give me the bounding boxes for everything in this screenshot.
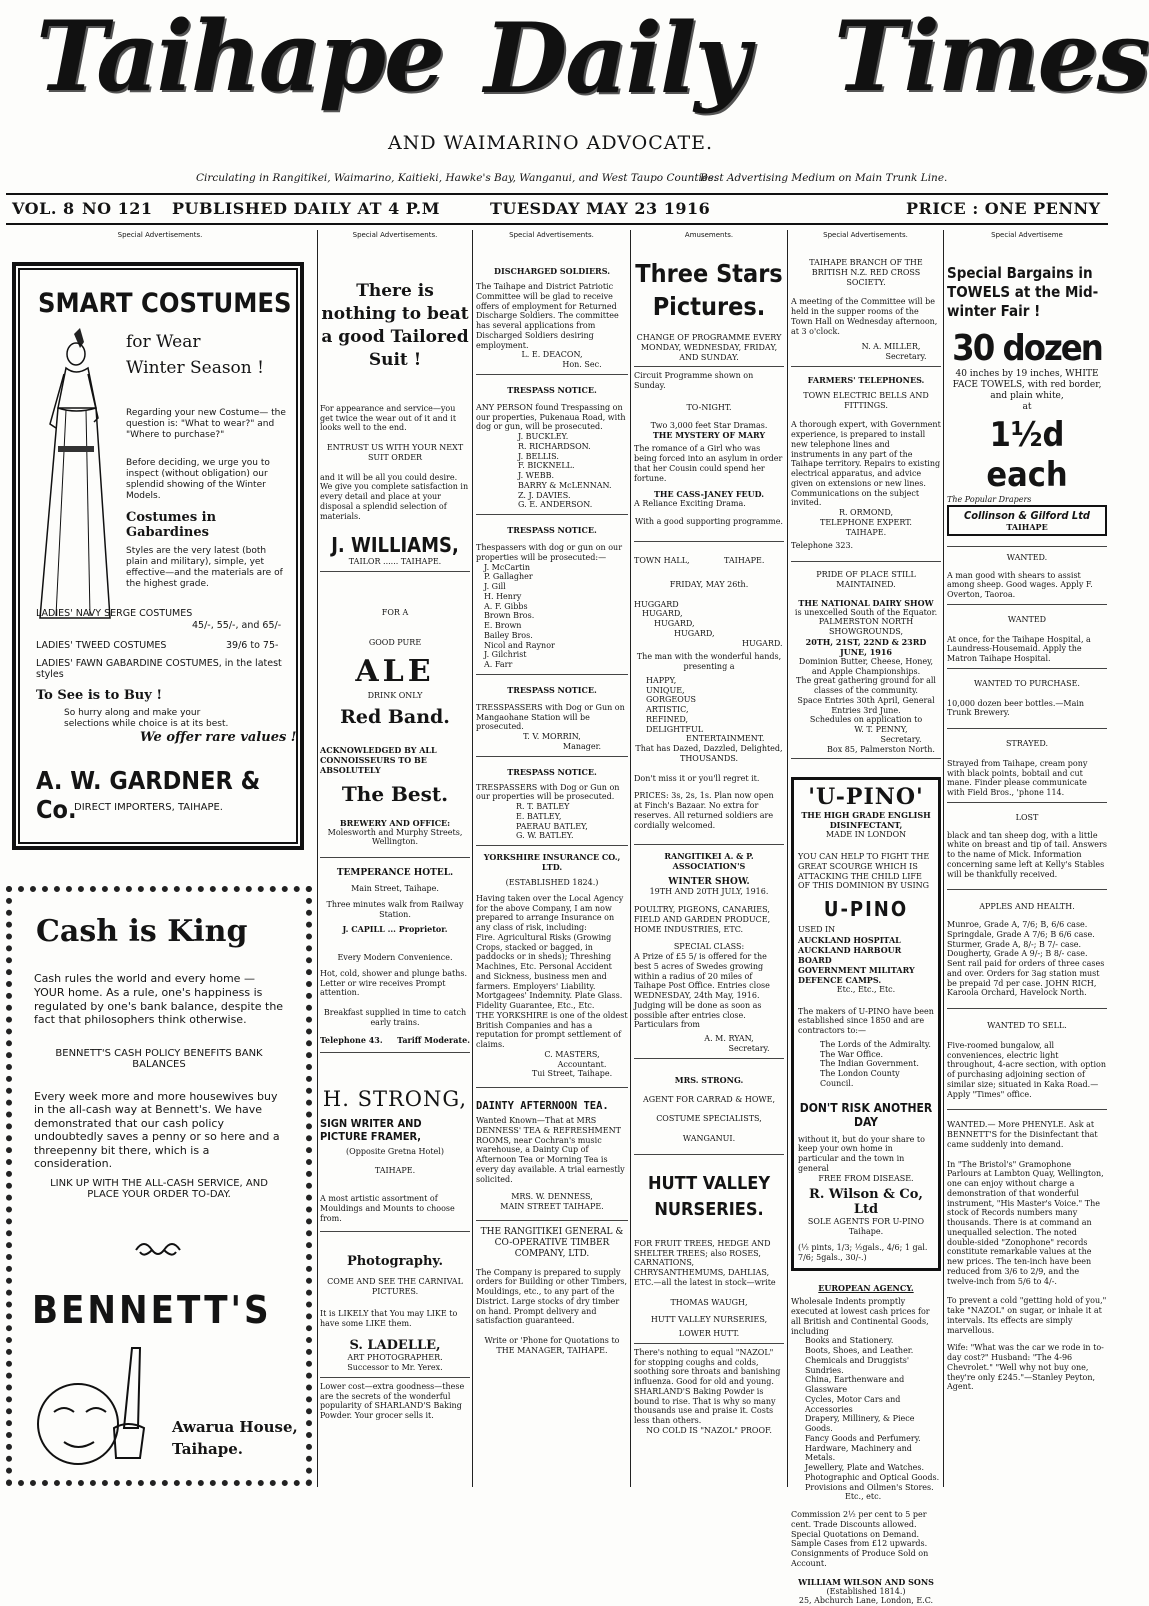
film-text: A Reliance Exciting Drama. bbox=[634, 499, 746, 509]
telephones-signature: TAIHAPE. bbox=[845, 527, 887, 537]
ad-subheading: Winter Season ! bbox=[126, 358, 264, 378]
contractor: The London County Council. bbox=[820, 1069, 900, 1088]
huggard-list bbox=[634, 600, 784, 649]
column-2 bbox=[320, 244, 470, 1421]
tailor-name: J. WILLIAMS, bbox=[331, 533, 459, 558]
ale-ad-line: GOOD PURE bbox=[368, 637, 422, 647]
ad-slogan: To See is to Buy ! bbox=[36, 688, 163, 703]
thirty-dozen: 30 dozen bbox=[952, 328, 1102, 370]
hotel-line: Breakfast supplied in time to catch early trains. bbox=[323, 1008, 467, 1027]
ad-paragraph: and it will be all you could desire. We give you complete satisfaction in every detail and place at your disposal a splendid selection of materials. bbox=[320, 472, 469, 521]
signatory: PAERAU BATLEY, bbox=[516, 821, 588, 831]
signatory: J. Gill bbox=[484, 582, 506, 591]
signatory: G. W. BATLEY. bbox=[516, 831, 574, 841]
show-date: FRIDAY, MAY 26th. bbox=[669, 579, 749, 589]
signatory: G. E. ANDERSON. bbox=[518, 500, 593, 510]
agency-good: Drapery, Millinery, & Piece Goods. bbox=[805, 1414, 915, 1433]
tea-text: Wanted Known—That at MRS DENNESS' TEA & REFRESHMENT ROOMS, near Cochran's music warehouse, a Dainty Cup of Afternoon Tea or Morning Tea is every day available. A trial earnestly solicited. bbox=[476, 1116, 625, 1184]
collinson-gilford-town: TAIHAPE bbox=[1006, 521, 1048, 532]
timber-line: THE MANAGER, TAIHAPE. bbox=[496, 1345, 608, 1355]
red-cross-signature: N. A. MILLER, bbox=[861, 342, 921, 352]
ale-ad-line: DRINK ONLY bbox=[367, 690, 423, 700]
signatory: Nicol and Raynor bbox=[484, 640, 555, 650]
dairy-show-line: 20TH, 21ST, 22ND & 23RD JUNE, 1916 bbox=[805, 636, 927, 657]
nazol-ad: There's nothing to equal "NAZOL" for stopping coughs and colds, soothing sore throats and banishing influenza. Good for old and young. SHARLAND'S Baking Powder is bound to rise. That is why so many thousands use and praise it. Costs less than others. bbox=[634, 1347, 781, 1426]
huggard-text: Don't miss it or you'll regret it. bbox=[634, 773, 760, 783]
show-line: POULTRY, PIGEONS, CANARIES, FIELD AND GARDEN PRODUCE, HOME INDUSTRIES, ETC. bbox=[634, 905, 771, 934]
show-signature: A. M. RYAN, bbox=[704, 1034, 754, 1043]
photo-line: It is LIKELY that You may LIKE to have some LIKE them. bbox=[320, 1308, 458, 1328]
huggard-line: HUGARD. bbox=[742, 638, 783, 648]
ad-address: Taihape. bbox=[172, 1440, 244, 1458]
u-pino-user: AUCKLAND HARBOUR BOARD bbox=[798, 944, 902, 965]
wanted-heading: WANTED TO PURCHASE. bbox=[974, 678, 1080, 688]
gardner-costumes-ad bbox=[12, 262, 304, 850]
ad-paragraph: Cash rules the world and every home —YOUR home. As a rule, one's happiness is regulated by one's bank balance, despite the fact that philosophers think otherwise. bbox=[34, 972, 284, 1027]
column-rule bbox=[317, 230, 318, 1487]
telephones-line: TOWN ELECTRIC BELLS AND FITTINGS. bbox=[803, 390, 929, 410]
phenyle-ad: WANTED.— More PHENYLE. Ask at BENNETT'S for the Disinfectant that came suddenly into demand. bbox=[947, 1120, 1098, 1149]
signatory: A. F. Gibbs bbox=[484, 601, 528, 611]
dairy-show-heading: THE NATIONAL DAIRY SHOW bbox=[798, 597, 934, 608]
signatories-list-2 bbox=[476, 563, 628, 670]
signatory: J. BUCKLEY. bbox=[518, 432, 569, 441]
signatory: J. BELLIS. bbox=[518, 451, 559, 461]
signatory: R. T. BATLEY bbox=[516, 802, 570, 811]
column-rule bbox=[630, 230, 631, 1487]
show-line: SPECIAL CLASS: bbox=[673, 942, 745, 952]
insurance-text: Having taken over the Local Agency for the above Company, I am now prepared to arrange Insurance on any class of risk, including: bbox=[476, 893, 624, 932]
agency-good: Hardware, Machinery and Metals. bbox=[805, 1443, 912, 1463]
agency-good: Photographic and Optical Goods. bbox=[805, 1472, 940, 1482]
wanted-heading: WANTED. bbox=[1006, 552, 1048, 562]
published-line: PUBLISHED DAILY AT 4 P.M bbox=[172, 199, 440, 218]
red-band-heading: Red Band. bbox=[340, 706, 450, 729]
ad-subheading: for Wear bbox=[126, 332, 201, 352]
hutt-valley-heading: HUTT VALLEY NURSERIES. bbox=[647, 1172, 771, 1220]
notice-text: The Taihape and District Patriotic Committee will be glad to receive offers of employment for Returned Discharge Soldiers. The committee has several applications from Discharged Soldiers desiring employment. bbox=[476, 282, 619, 350]
drapers-tag: The Popular Drapers bbox=[947, 495, 1032, 505]
ad-paragraph: So hurry along and make your selections while choice is at its best. bbox=[64, 708, 229, 729]
ale-ad-line: ACKNOWLEDGED BY ALL CONNOISSEURS TO BE ABSOLUTELY bbox=[320, 745, 437, 775]
agency-good: Boots, Shoes, and Leather. bbox=[805, 1346, 914, 1355]
u-pino-user: GOVERNMENT MILITARY DEFENCE CAMPS. bbox=[798, 964, 915, 985]
u-pino-name: U-PINO bbox=[823, 897, 909, 921]
ad-paragraph: LINK UP WITH THE ALL-CASH SERVICE, AND PLACE YOUR ORDER TO-DAY. bbox=[50, 1178, 268, 1200]
brewery-address: Molesworth and Murphy Streets, Wellington. bbox=[327, 827, 463, 847]
firm-tagline: DIRECT IMPORTERS, TAIHAPE. bbox=[74, 802, 223, 813]
timber-text: The Company is prepared to supply orders for Building or other Timbers, Mouldings, etc., to any part of the District. Large stocks of dry timber on hand. Prompt delivery and satisfaction guaranteed. bbox=[476, 1267, 628, 1326]
agency-text: Wholesale Indents promptly executed at lowest cash prices for all British and Continental Goods, including bbox=[791, 1297, 930, 1336]
agency-good: Chemicals and Druggists' Sundries. bbox=[805, 1355, 910, 1375]
telephones-text: Communications on the subject invited. bbox=[791, 488, 920, 508]
column-header: Special Advertisements. bbox=[509, 231, 594, 239]
notice-signature: T. V. MORRIN, bbox=[523, 732, 581, 741]
insurance-signature: C. MASTERS, bbox=[544, 1049, 600, 1059]
dairy-show-line: PRIDE OF PLACE STILL MAINTAINED. bbox=[816, 570, 916, 589]
u-pino-contractors bbox=[798, 1040, 934, 1089]
hotel-line: Every Modern Convenience. bbox=[337, 953, 453, 962]
dairy-show-signature: Box 85, Palmerston North. bbox=[827, 744, 935, 754]
ad-paragraph: Styles are the very latest (both plain and military), simple, yet effective—and the materials are of the highest grade. bbox=[126, 546, 283, 589]
pointing-man-illustration bbox=[24, 1332, 154, 1472]
masthead-circulation: Circulating in Rangitikei, Waimarino, Kaitieki, Hawke's Bay, Wanganui, and West Taupo Counties. bbox=[196, 172, 717, 184]
telephones-heading: FARMERS' TELEPHONES. bbox=[807, 374, 925, 385]
nursery-text: FOR FRUIT TREES, HEDGE AND SHELTER TREES; also ROSES, CARNATIONS, CHRYSANTHEMUMS, DAHLIAS, ETC.—all the latest in stock—write bbox=[634, 1238, 776, 1287]
masthead-best-medium: Best Advertising Medium on Main Trunk Line. bbox=[700, 172, 948, 184]
signatory: Brown Bros. bbox=[484, 611, 535, 621]
vol-number: VOL. 8 bbox=[12, 199, 75, 218]
ad-slogan: We offer rare values ! bbox=[140, 730, 297, 745]
strong-trade: SIGN WRITER AND PICTURE FRAMER, bbox=[320, 1116, 422, 1143]
strong-line: (Opposite Gretna Hotel) bbox=[346, 1146, 444, 1156]
signatories-list-1 bbox=[476, 432, 628, 510]
huggard-line: HUGARD, bbox=[642, 609, 683, 619]
red-cross-text: A meeting of the Committee will be held in the supper rooms of the Town Hall on Wednesday afternoon, at 3 o'clock. bbox=[791, 297, 938, 336]
column-5 bbox=[791, 258, 941, 1606]
bargains-heading: Special Bargains in TOWELS at the Mid-winter Fair ! bbox=[947, 264, 1099, 320]
agency-text: Commission 2½ per cent to 5 per cent. Trade Discounts allowed. Special Quotations on Demand. Sample Cases from £12 upwards. Consignments of Produce Sold on Account. bbox=[791, 1510, 929, 1568]
u-pino-line: Taihape. bbox=[848, 1227, 884, 1236]
nursery-line: LOWER HUTT. bbox=[678, 1329, 740, 1339]
agency-good: Books and Stationery. bbox=[805, 1336, 894, 1346]
towel-text: at bbox=[1022, 402, 1032, 413]
tea-signature: MRS. W. DENNESS, bbox=[511, 1192, 593, 1202]
strayed-heading: STRAYED. bbox=[1005, 739, 1049, 749]
photographer-name: S. LADELLE, bbox=[349, 1338, 441, 1354]
ad-heading: Cash is King bbox=[36, 914, 248, 949]
price-line: LADIES' NAVY SERGE COSTUMES bbox=[36, 608, 193, 619]
red-cross-signature: Secretary. bbox=[885, 352, 927, 361]
u-pino-text: YOU CAN HELP TO FIGHT THE GREAT SCOURGE WHICH IS ATTACKING THE CHILD LIFE OF THIS DOMINION BY USING bbox=[798, 852, 930, 891]
tailor-address: TAILOR ...... TAIHAPE. bbox=[348, 557, 442, 567]
u-pino-line: MADE IN LONDON bbox=[825, 830, 907, 840]
column-header: Special Advertiseme bbox=[991, 231, 1063, 239]
dairy-show-line: Dominion Butter, Cheese, Honey, and Apple Championships. bbox=[798, 656, 934, 676]
u-pino-user: AUCKLAND HOSPITAL bbox=[798, 934, 901, 945]
signatory: R. RICHARDSON. bbox=[518, 441, 591, 451]
wanted-to-sell-heading: WANTED TO SELL. bbox=[987, 1021, 1067, 1031]
timber-line: Write or 'Phone for Quotations to bbox=[484, 1336, 620, 1346]
agency-goods bbox=[791, 1336, 941, 1502]
hotel-telephone: Telephone 43. bbox=[320, 1034, 383, 1045]
column-header: Special Advertisements. bbox=[823, 231, 908, 239]
hotel-line: Main Street, Taihape. bbox=[351, 884, 439, 893]
u-pino-heading: 'U-PINO' bbox=[808, 784, 924, 811]
signatory: E. Brown bbox=[484, 621, 522, 630]
nursery-line: HUTT VALLEY NURSERIES, bbox=[650, 1315, 768, 1325]
strayed-text: Strayed from Taihape, cream pony with black points, bobtail and cut mane. Finder please communicate with Field Bros., 'phone 114. bbox=[947, 758, 1088, 798]
collinson-gilford-logo bbox=[947, 505, 1107, 536]
photography-heading: Photography. bbox=[346, 1254, 444, 1270]
dairy-show-line: Space Entries 30th April, General Entries 3rd June. bbox=[797, 695, 935, 715]
nazol-ad: To prevent a cold "getting hold of you," take "NAZOL" on sugar, or inhale it at intervals. Its effects are simply marvellous. bbox=[947, 1296, 1107, 1335]
dairy-show-signature: Secretary. bbox=[880, 734, 922, 744]
european-agency-heading: EUROPEAN AGENCY. bbox=[818, 1283, 914, 1294]
signatory: J. WEBB. bbox=[518, 471, 555, 480]
photo-line: ART PHOTOGRAPHER. bbox=[347, 1353, 443, 1363]
town-hall-place: TAIHAPE. bbox=[724, 555, 765, 565]
ad-heading: SMART COSTUMES bbox=[38, 288, 292, 319]
notice-text: TRESSPASSERS with Dog or Gun on Mangaohane Station will be prosecuted. bbox=[476, 702, 625, 732]
adjective: UNIQUE, bbox=[646, 685, 685, 695]
hotel-footer bbox=[320, 1036, 470, 1048]
wanted-heading: WANTED bbox=[1007, 614, 1047, 624]
bennetts-cash-ad bbox=[6, 886, 312, 1486]
u-pino-line: Etc., Etc., Etc. bbox=[836, 984, 896, 994]
column-header: Special Advertisements. bbox=[117, 231, 203, 239]
u-pino-prices: (½ pints, 1/3; ½gals., 4/6; 1 gal. 7/6; 5gals., 30/-.) bbox=[798, 1242, 928, 1262]
sharland-ad: Lower cost—extra goodness—these are the secrets of the wonderful popularity of SHARLAND'S Baking Powder. Your grocer sells it. bbox=[320, 1381, 465, 1420]
lady-in-costume-illustration bbox=[26, 326, 122, 636]
notice-heading: TRESPASS NOTICE. bbox=[507, 525, 597, 535]
town-hall-label: TOWN HALL, bbox=[634, 555, 690, 565]
masthead-title-daily: Daily bbox=[484, 2, 749, 115]
adjective: REFINED, bbox=[646, 714, 689, 724]
hotel-line: Three minutes walk from Railway Station. bbox=[326, 899, 464, 919]
notice-signature: Hon. Sec. bbox=[562, 360, 602, 369]
u-pino-text: The makers of U-PINO have been established since 1850 and are contractors to:— bbox=[798, 1006, 934, 1035]
ad-heading: There is nothing to beat a good Tailored Suit ! bbox=[321, 281, 469, 370]
chevrolet-ad: Wife: "What was the car we rode in to-day cost?" Husband: "The 4-96 Chevrolet." "Well why not buy one, they're only £245."—Stanley Peyton, Agent. bbox=[947, 1343, 1104, 1392]
wanted-to-sell-text: Five-roomed bungalow, all conveniences, electric light throughout, 4-acre section, with option of purchasing adjoining section of similar size; situated in Kaka Road.—Apply "Times" office. bbox=[947, 1040, 1106, 1099]
u-pino-line: THE HIGH GRADE ENGLISH DISINFECTANT, bbox=[801, 810, 931, 831]
notice-heading: TRESPASS NOTICE. bbox=[507, 766, 597, 777]
apples-text: Munroe, Grade A, 7/6; B, 6/6 case. Springdale, Grade A 7/6; B 6/6 case. Sturmer, Grade A, 8/-; B 7/- case. Dougherty, Grade A 9/-; B 8/- case. Sent rail paid for orders of three cases and over. Orders for 3ag station must be prepaid 7d per case. JOHN RICH, Karoola Orchard, Havelock North. bbox=[947, 920, 1105, 998]
ale-heading: ALE bbox=[355, 653, 435, 689]
ad-paragraph: Before deciding, we urge you to inspect (without obligation) our splendid showing of the Winter Models. bbox=[126, 458, 270, 501]
notice-heading: TRESPASS NOTICE. bbox=[507, 684, 597, 695]
adjective: ARTISTIC, bbox=[646, 705, 689, 714]
contractor: The Lords of the Admiralty. bbox=[820, 1039, 931, 1049]
agency-good: Provisions and Oilmen's Stores. bbox=[805, 1482, 934, 1492]
signatory: H. Henry bbox=[484, 591, 522, 601]
column-rule bbox=[943, 230, 944, 1487]
price-line: 39/6 to 75- bbox=[226, 640, 279, 651]
masthead-rule-bottom bbox=[6, 223, 1108, 225]
u-pino-line: SOLE AGENTS FOR U-PINO bbox=[807, 1217, 925, 1227]
huggard-text: That has Dazed, Dazzled, Delighted, THOUSANDS. bbox=[635, 744, 783, 763]
issue-date: TUESDAY MAY 23 1916 bbox=[490, 199, 711, 218]
telephones-signature: Telephone 323. bbox=[791, 541, 854, 551]
show-text: A Prize of £5 5/ is offered for the best 5 acres of Swedes growing within a radius of 20 miles of Taihape Post Office. Entries close WEDNESDAY, 24th May, 1916. Judging will be done as soon as possible after entries close. Particulars from bbox=[634, 952, 770, 1030]
price-line: 45/-, 55/-, and 65/- bbox=[192, 620, 282, 631]
adjective: ENTERTAINMENT. bbox=[686, 734, 765, 744]
agency-good: Etc., etc. bbox=[845, 1492, 882, 1502]
column-3 bbox=[476, 262, 628, 1356]
cinema-line: TO-NIGHT. bbox=[686, 402, 732, 412]
strong-line: TAIHAPE. bbox=[374, 1166, 416, 1176]
notice-signature: L. E. DEACON, bbox=[521, 350, 583, 360]
strong-agent-line: COSTUME SPECIALISTS, bbox=[656, 1114, 762, 1124]
column-rule bbox=[472, 230, 473, 1487]
signatory: Z. J. DAVIES. bbox=[518, 490, 571, 500]
huggard-line: HUGARD, bbox=[674, 628, 715, 638]
firm-name: A. W. GARDNER & Co. bbox=[36, 766, 261, 824]
towel-text: 40 inches by 19 inches, WHITE FACE TOWELS, with red border, and plain white, bbox=[952, 369, 1102, 402]
price-line: LADIES' TWEED COSTUMES bbox=[36, 640, 167, 651]
agency-signature: 25, Abchurch Lane, London, E.C. bbox=[798, 1596, 934, 1606]
ad-paragraph: For appearance and service—you get twice the wear out of it and it looks well to the end. bbox=[320, 403, 457, 433]
ad-subheading: Costumes in Gabardines bbox=[126, 510, 217, 540]
masthead-title-times: Times bbox=[834, 0, 1149, 113]
hotel-line: J. CAPILL ... Proprietor. bbox=[342, 924, 448, 935]
cinema-line: Two 3,000 feet Star Dramas. bbox=[650, 420, 768, 430]
three-stars-heading: Three Stars Pictures. bbox=[635, 259, 783, 321]
issue-number: NO 121 bbox=[82, 199, 153, 218]
show-heading: RANGITIKEI A. & P. ASSOCIATION'S bbox=[664, 851, 754, 872]
bennetts-logo: BENNETT'S bbox=[32, 1288, 272, 1332]
column-header: Special Advertisements. bbox=[352, 231, 438, 239]
town-hall-line bbox=[634, 556, 784, 568]
signatory: A. Farr bbox=[484, 660, 513, 669]
dairy-show-signature: W. T. PENNY, bbox=[854, 725, 908, 734]
adjective: GORGEOUS bbox=[646, 695, 696, 705]
towel-price: 1½d each bbox=[986, 415, 1068, 496]
column-4 bbox=[634, 258, 784, 1436]
photo-line: Successor to Mr. Yerex. bbox=[347, 1363, 443, 1372]
dairy-show-line: Schedules on application to bbox=[809, 715, 923, 725]
ale-ad-line: FOR A bbox=[381, 608, 409, 617]
insurance-line: (ESTABLISHED 1824.) bbox=[505, 878, 599, 887]
insurance-text: Fire. Agricultural Risks (Growing Crops, stacked or bagged, in paddocks or in sheds); Threshing Machines, Etc. Personal Accident and Sickness, business men and farmers. Employers' Liability. Mortgagees' Indemnity. Plate Glass. Fidelity Guarantee, Etc., Etc. bbox=[476, 932, 623, 1010]
notice-text: TRESPASSERS with Dog or Gun on our properties will be prosecuted. bbox=[476, 782, 620, 802]
timber-heading: THE RANGITIKEI GENERAL & CO-OPERATIVE TIMBER COMPANY, LTD. bbox=[480, 1226, 624, 1259]
notice-heading: TRESPASS NOTICE. bbox=[507, 384, 597, 395]
telephones-text: A thorough expert, with Government experience, is prepared to install new telephone lines and instruments in any part of the Taihape territory. Repairs to existing electrical apparatus, and advice given on extensions or new lines. bbox=[791, 420, 941, 488]
show-line: 19TH AND 20TH JULY, 1916. bbox=[649, 887, 769, 897]
u-pino-ad bbox=[791, 777, 941, 1271]
huggard-text: PRICES: 3s, 2s, 1s. Plan now open at Finch's Bazaar. No extra for reserves. All returned soldiers are cordially welcomed. bbox=[634, 791, 774, 830]
huggard-line: HUGGARD bbox=[634, 599, 679, 609]
insurance-text: THE YORKSHIRE is one of the oldest British Companies and has a reputation for prompt settlement of claims. bbox=[476, 1010, 628, 1049]
film-text: The romance of a Girl who was being forced into an asylum in order that her Cousin could spend her fortune. bbox=[634, 444, 783, 483]
price: PRICE : ONE PENNY bbox=[906, 199, 1101, 218]
wilson-name: R. Wilson & Co, Ltd bbox=[809, 1187, 923, 1218]
tea-signature: MAIN STREET TAIHAPE. bbox=[500, 1202, 604, 1211]
film-title: THE MYSTERY OF MARY bbox=[652, 430, 766, 441]
strong-agent-line: AGENT FOR CARRAD & HOWE, bbox=[642, 1094, 776, 1104]
brewery-label: BREWERY AND OFFICE: bbox=[339, 817, 451, 828]
signatory: J. McCartin bbox=[484, 562, 530, 572]
price-line: LADIES' FAWN GABARDINE COSTUMES, in the latest styles bbox=[36, 658, 282, 680]
insurance-heading: YORKSHIRE INSURANCE CO., LTD. bbox=[483, 852, 621, 872]
collinson-gilford-name: Collinson & Gilford Ltd bbox=[963, 508, 1091, 522]
show-heading: WINTER SHOW. bbox=[668, 877, 750, 888]
dont-risk-heading: DON'T RISK ANOTHER DAY bbox=[799, 1100, 933, 1129]
hotel-line: Hot, cold, shower and plunge baths. Letter or wire receives Prompt attention. bbox=[320, 968, 468, 998]
column-rule bbox=[787, 230, 788, 1487]
contractor: The Indian Government. bbox=[820, 1059, 919, 1069]
u-pino-line: FREE FROM DISEASE. bbox=[818, 1173, 914, 1183]
ad-paragraph: ENTRUST US WITH YOUR NEXT SUIT ORDER bbox=[326, 443, 464, 462]
hotel-tariff: Tariff Moderate. bbox=[397, 1034, 470, 1045]
strong-agent-heading: MRS. STRONG. bbox=[674, 1074, 744, 1085]
insurance-signature: Accountant. bbox=[557, 1059, 607, 1069]
u-pino-text: without it, but do your share to keep your own home in particular and the town in general bbox=[798, 1134, 925, 1173]
the-best-heading: The Best. bbox=[341, 781, 449, 806]
column-header: Amusements. bbox=[684, 231, 734, 239]
cinema-line: Circuit Programme shown on Sunday. bbox=[634, 371, 754, 390]
adjective: DELIGHTFUL bbox=[646, 724, 704, 734]
masthead-rule-top bbox=[6, 193, 1108, 195]
photo-line: COME AND SEE THE CARNIVAL PICTURES. bbox=[327, 1277, 463, 1296]
agency-good: Cycles, Motor Cars and Accessories bbox=[805, 1394, 901, 1414]
agency-good: Fancy Goods and Perfumery. bbox=[805, 1433, 921, 1443]
signatory: Bailey Bros. bbox=[484, 630, 533, 640]
huggard-line: HUGARD, bbox=[654, 619, 695, 628]
signatory: P. Gallagher bbox=[484, 572, 533, 582]
signatories-list-3 bbox=[476, 802, 628, 841]
notice-heading: DISCHARGED SOLDIERS. bbox=[494, 266, 610, 276]
contractor: The War Office. bbox=[820, 1049, 883, 1059]
ad-paragraph: Every week more and more housewives buy in the all-cash way at Bennett's. We have demonstrated that our cash policy undoubtedly saves a penny or so here and a threepenny bit there, which is a consideration. bbox=[34, 1090, 280, 1171]
agency-good: Jewellery, Plate and Watches. bbox=[805, 1463, 925, 1472]
signatory: J. Gilchrist bbox=[484, 650, 527, 660]
insurance-signature: Tui Street, Taihape. bbox=[531, 1069, 613, 1079]
cinema-line: CHANGE OF PROGRAMME EVERY MONDAY, WEDNESDAY, FRIDAY, AND SUNDAY. bbox=[636, 333, 782, 362]
strong-heading: H. STRONG, bbox=[322, 1086, 468, 1111]
huggard-text: The man with the wonderful hands, presenting a bbox=[636, 652, 782, 671]
show-signature: Secretary. bbox=[728, 1043, 770, 1053]
agency-signature: WILLIAM WILSON AND SONS bbox=[798, 1576, 934, 1587]
wanted-text: 10,000 dozen beer bottles.—Main Trunk Brewery. bbox=[947, 698, 1085, 718]
ad-paragraph: BENNETT'S CASH POLICY BENEFITS BANK BALANCES bbox=[55, 1048, 263, 1070]
u-pino-line: USED IN bbox=[798, 925, 836, 934]
ad-address: Awarua House, bbox=[172, 1418, 298, 1436]
agency-signature: (Established 1814.) bbox=[826, 1586, 906, 1596]
wanted-text: A man good with shears to assist among sheep. Good wages. Apply F. Overton, Taoroa. bbox=[947, 570, 1093, 600]
notice-signature: Manager. bbox=[562, 741, 602, 751]
agency-good: China, Earthenware and Glassware bbox=[805, 1375, 905, 1394]
hotel-heading: TEMPERANCE HOTEL. bbox=[336, 868, 454, 878]
adjective: HAPPY, bbox=[646, 675, 677, 685]
bristol-ad: In "The Bristol's" Gramophone Parlours at Lambton Quay, Wellington, one can enjoy without charge a demonstration of that wonderful instrument, "His Master's Voice." The stock of Records numbers many thousands. There is at command an unequalled selection. The noted double-sided "Zonophone" records constitute remarkable values at the new prices. The ten-inch have been reduced from 3/6 to 2/9, and the twelve-inch from 5/6 to 4/-. bbox=[947, 1159, 1104, 1286]
notice-text: ANY PERSON found Trespassing on our properties, Pukenaua Road, with dog or gun, will be prosecuted. bbox=[476, 402, 626, 432]
lost-text: black and tan sheep dog, with a little white on breast and tip of tail. Answers to the name of Mick. Information concerning same left at Kelly's Stables will be thankfully received. bbox=[947, 830, 1107, 879]
telephones-signature: R. ORMOND, bbox=[838, 508, 894, 517]
apples-heading: APPLES AND HEALTH. bbox=[979, 902, 1075, 912]
ornament-icon bbox=[132, 1238, 184, 1260]
signatory: BARRY & McLENNAN. bbox=[518, 480, 612, 490]
tea-heading: DAINTY AFTERNOON TEA. bbox=[476, 1100, 609, 1112]
strong-line: A most artistic assortment of Mouldings and Mounts to choose from. bbox=[320, 1194, 455, 1223]
film-title: THE CASS-JANEY FEUD. bbox=[653, 489, 765, 500]
column-6 bbox=[947, 258, 1107, 1392]
signatory: F. BICKNELL. bbox=[518, 461, 575, 471]
signatory: E. BATLEY, bbox=[516, 811, 562, 821]
telephones-signature: TELEPHONE EXPERT. bbox=[820, 517, 912, 527]
nazol-slogan: NO COLD IS "NAZOL" PROOF. bbox=[646, 1425, 772, 1435]
notice-text: Thespassers with dog or gun on our properties will be prosecuted:— bbox=[476, 543, 623, 562]
huggard-adjectives bbox=[634, 676, 784, 744]
masthead-title-taihape: Taihape bbox=[36, 0, 444, 113]
masthead-subtitle: AND WAIMARINO ADVOCATE. bbox=[388, 132, 714, 154]
red-cross-heading: TAIHAPE BRANCH OF THE BRITISH N.Z. RED CROSS SOCIETY. bbox=[809, 258, 923, 287]
nursery-line: THOMAS WAUGH, bbox=[670, 1297, 748, 1307]
film-text: With a good supporting programme. bbox=[635, 517, 783, 526]
dairy-show-line: The great gathering ground for all classes of the community. bbox=[796, 676, 936, 695]
strong-agent-line: WANGANUI. bbox=[682, 1134, 736, 1143]
ad-paragraph: Regarding your new Costume— the question is: "What to wear?" and "Where to purchase?" bbox=[126, 408, 286, 440]
lost-heading: LOST bbox=[1015, 812, 1039, 822]
wanted-text: At once, for the Taihape Hospital, a Laundress-Housemaid. Apply the Matron Taihape Hospital. bbox=[947, 634, 1091, 664]
dairy-show-line: is unexcelled South of the Equator. PALMERSTON NORTH SHOWGROUNDS, bbox=[794, 607, 938, 636]
